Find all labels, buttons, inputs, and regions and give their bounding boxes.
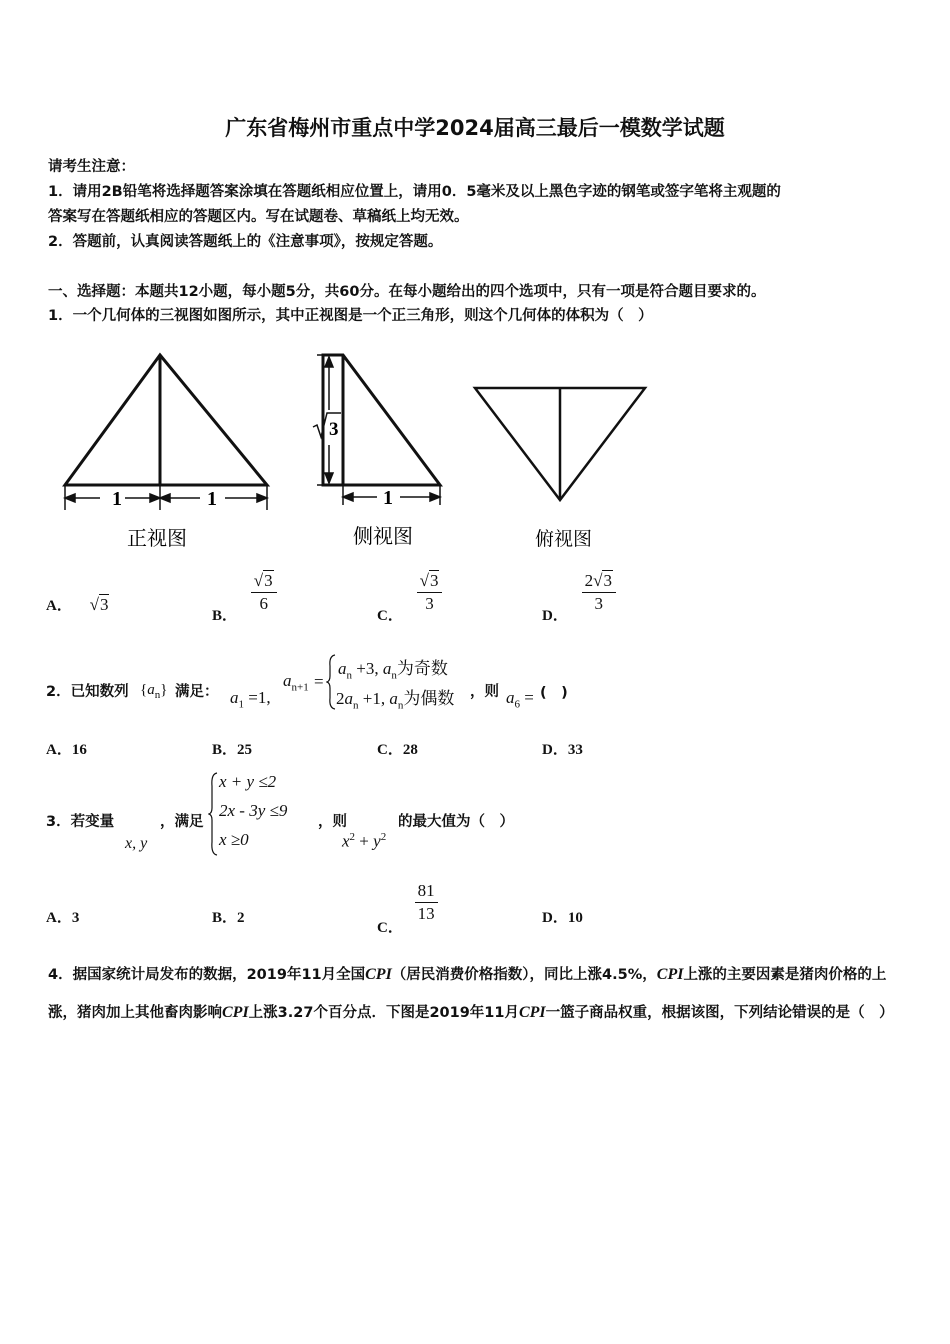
q4-s4: 上涨3.27个百分点．下图是2019年11月 xyxy=(248,1005,519,1021)
q2-case1-tail: +3, xyxy=(352,659,383,678)
q2-option-b: B．25 xyxy=(212,742,253,758)
q1-option-b-label: B． xyxy=(212,607,238,624)
q4-cpi-4: CPI xyxy=(518,1004,546,1021)
q1-option-c-den: 3 xyxy=(425,594,434,613)
q1-option-a xyxy=(46,594,109,615)
top-view xyxy=(475,388,645,500)
q2-brace xyxy=(326,654,336,710)
q3-tail: 的最大值为（ ） xyxy=(398,814,514,830)
q2-target xyxy=(506,688,534,710)
q3-option-c xyxy=(377,880,438,936)
q1-option-c-rad: 3 xyxy=(429,571,439,590)
q1-option-a-value: √3 xyxy=(89,595,109,614)
q3-expr-plus: + xyxy=(355,831,374,851)
q2-target-a: a xyxy=(506,688,515,707)
q2-seq-sub: n xyxy=(154,689,161,701)
notice-line-1a: 1．请用2B铅笔将选择题答案涂填在答题纸相应位置上，请用0．5毫米及以上黑色字迹的钢笔或签字笔将主观题的 xyxy=(48,184,781,200)
front-dim-right: 1 xyxy=(207,488,217,510)
q2-case1-cond: 为奇数 xyxy=(396,659,448,678)
q3-expr-sup1: 2 xyxy=(349,831,356,843)
notice-line-1b: 答案写在答题纸相应的答题区内。写在试题卷、草稿纸上均无效。 xyxy=(48,209,469,225)
q1-option-c xyxy=(377,570,442,624)
q2-case2-var: a xyxy=(389,689,398,708)
q2-init-val: =1, xyxy=(244,688,271,707)
q2-blank: ( ) xyxy=(540,685,568,701)
side-view xyxy=(323,355,440,485)
q1-option-d-label: D． xyxy=(542,607,568,624)
top-view-label: 俯视图 xyxy=(535,529,593,550)
q2-init-a: a xyxy=(230,688,239,707)
q2-case2-var-sub: n xyxy=(397,699,404,712)
q1-option-c-frac: $\frac{√3}{3}$ xyxy=(417,570,443,615)
q2-mid: 满足： xyxy=(175,684,219,700)
q2-rec-sub: n+1 xyxy=(291,681,309,694)
q1-option-c-label: C． xyxy=(377,607,403,624)
q2-rec-a: a xyxy=(283,671,292,690)
q3-option-c-den: 13 xyxy=(417,904,435,923)
notice-heading: 请考生注意： xyxy=(48,159,135,175)
q4-cpi-1: CPI xyxy=(365,966,392,983)
q3-option-b: B．2 xyxy=(212,910,245,926)
q2-target-sub: 6 xyxy=(514,698,520,711)
q1-option-a-rad: 3 xyxy=(99,595,109,614)
q2-case2-sub: n xyxy=(353,699,359,712)
q4-cpi-3: CPI xyxy=(222,1004,249,1021)
q4-s3: 上涨的主要因素是猪肉价格的上涨，猪肉加上其他畜肉影响 xyxy=(48,967,887,1021)
q3-constraint-3: x ≥0 xyxy=(219,830,249,849)
front-dim-left: 1 xyxy=(112,488,122,510)
q3-option-c-num: 81 xyxy=(415,880,438,903)
three-view-figure xyxy=(55,345,665,560)
q3-expr-y: y xyxy=(373,831,381,851)
q2-init-sub: 1 xyxy=(238,698,244,711)
q2-eq: = xyxy=(314,672,324,691)
q1-option-d-coef: 2 xyxy=(584,571,594,590)
q2-case1-sub: n xyxy=(346,669,352,682)
side-view-label: 侧视图 xyxy=(353,526,413,548)
q2-case2-coef: 2 xyxy=(336,689,345,708)
q2-case2-tail: +1, xyxy=(358,689,390,708)
q3-prefix: 3．若变量 xyxy=(46,814,115,830)
q3-option-c-frac xyxy=(415,880,438,925)
q2-option-d: D．33 xyxy=(542,742,583,758)
side-dim-sqrt-value: 3 xyxy=(329,419,339,440)
q2-case1-a: a xyxy=(338,659,347,678)
front-view-label: 正视图 xyxy=(127,528,187,550)
q2-sequence: $\{a_n\}$ xyxy=(140,682,168,701)
page-title: 广东省梅州市重点中学2024届高三最后一模数学试题 xyxy=(225,116,725,140)
q4-stem xyxy=(48,956,910,1032)
side-dim-bottom: 1 xyxy=(383,487,393,509)
front-view-dims xyxy=(65,485,267,510)
q4-cpi-2: CPI xyxy=(656,966,684,983)
q1-option-b-rad: 3 xyxy=(264,571,273,590)
q2-seq-a: a xyxy=(147,682,155,698)
q3-option-c-label: C． xyxy=(377,919,403,936)
q3-option-d: D．10 xyxy=(542,910,583,926)
front-view xyxy=(65,355,267,485)
notice-line-2: 2．答题前，认真阅读答题纸上的《注意事项》，按规定答题。 xyxy=(48,234,443,250)
q2-case-1 xyxy=(338,654,448,681)
q2-case2-a: a xyxy=(344,689,353,708)
q2-option-c: C．28 xyxy=(377,742,418,758)
q1-option-d-frac: $\frac{2√3}{3}$ xyxy=(582,570,616,615)
q3-vars: x, y xyxy=(125,835,148,852)
q3-brace xyxy=(208,772,218,856)
q1-option-d xyxy=(542,570,616,624)
q2-recurrence-lhs xyxy=(283,671,309,693)
q2-prefix: 2．已知数列 xyxy=(46,684,129,700)
q1-stem: 1．一个几何体的三视图如图所示，其中正视图是一个正三角形，则这个几何体的体积为（ ） xyxy=(48,308,653,324)
q2-case-2 xyxy=(336,684,454,711)
q2-option-a: A．16 xyxy=(46,742,87,758)
q2-case1-var-sub: n xyxy=(391,669,397,682)
q2-case2-cond: 为偶数 xyxy=(403,689,455,708)
q2-then: ，则 xyxy=(470,684,499,700)
q3-option-a: A．3 xyxy=(46,910,80,926)
q3-mid: ，满足 xyxy=(160,814,204,830)
q3-expression xyxy=(342,831,386,852)
q3-constraint-2: 2x - 3y ≤9 xyxy=(219,801,288,820)
section-heading: 一、选择题：本题共12小题，每小题5分，共60分。在每小题给出的四个选项中，只有一项是符合题目要求的。 xyxy=(48,284,766,300)
q4-s2: （居民消费价格指数），同比上涨4.5%， xyxy=(391,967,657,983)
q3-expr-sup2: 2 xyxy=(380,831,387,843)
q1-option-b-den: 6 xyxy=(259,594,268,613)
q4-s1: 4．据国家统计局发布的数据，2019年11月全国 xyxy=(48,967,366,983)
q4-s5: 一篮子商品权重，根据该图，下列结论错误的是（ ） xyxy=(545,1005,894,1021)
q1-option-d-den: 3 xyxy=(594,594,604,613)
q2-initial xyxy=(230,688,271,710)
q2-target-eq: = xyxy=(520,688,534,707)
q1-option-b-frac: $\frac{√3}{6}$ xyxy=(251,570,277,615)
q3-then: ，则 xyxy=(318,814,347,830)
q1-option-b xyxy=(212,570,277,624)
q2-case1-var: a xyxy=(382,659,392,678)
q3-constraint-1: x + y ≤2 xyxy=(219,772,277,791)
q1-option-d-rad: 3 xyxy=(603,571,612,590)
q3-expr-x: x xyxy=(342,831,350,851)
q1-option-a-label: A． xyxy=(46,598,72,614)
